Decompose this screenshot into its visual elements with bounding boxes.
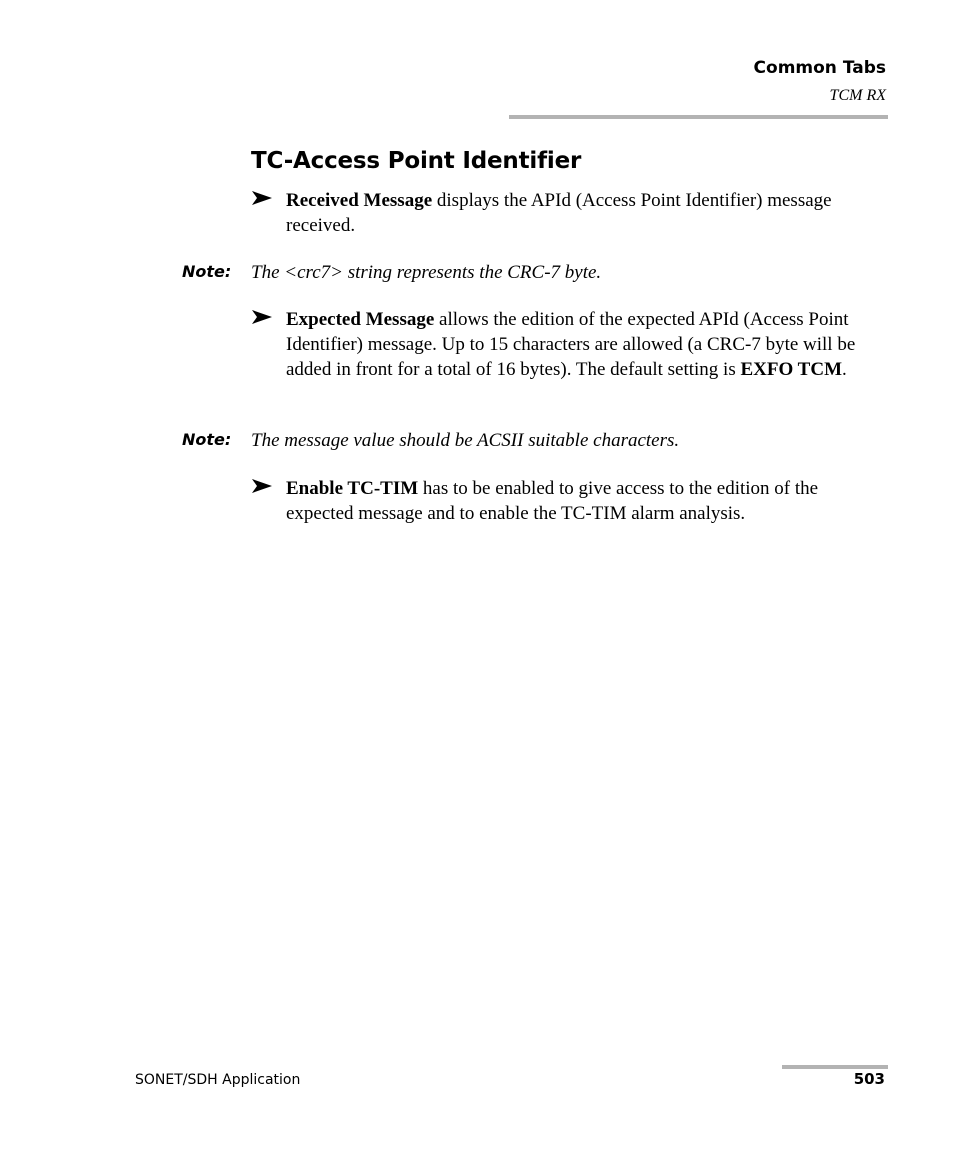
bullet-text	[286, 307, 888, 382]
bullet-text	[286, 476, 888, 526]
bullet-description: displays the APId (Access Point Identifier) message received.	[286, 190, 832, 236]
bullet-term: Expected Message	[286, 309, 435, 330]
note-crc7	[182, 260, 888, 285]
header-divider	[509, 115, 888, 119]
page-header	[754, 57, 886, 106]
note-ascii	[182, 428, 888, 453]
note-label: Note:	[182, 262, 232, 281]
note-text: The <crc7> string represents the CRC-7 byte.	[251, 262, 602, 283]
footer-document-title: SONET/SDH Application	[135, 1072, 301, 1088]
bullet-term: Enable TC-TIM	[286, 478, 419, 499]
header-subtitle: TCM RX	[829, 87, 886, 104]
bullet-end: .	[842, 359, 847, 380]
note-label: Note:	[182, 430, 232, 449]
bullet-expected-message	[251, 307, 888, 382]
page-number: 503	[853, 1070, 885, 1088]
section-heading: TC-Access Point Identifier	[251, 148, 582, 174]
arrow-bullet-icon	[251, 309, 273, 325]
bullet-enable-tc-tim	[251, 476, 888, 526]
bullet-received-message	[251, 188, 888, 238]
arrow-bullet-icon	[251, 478, 273, 494]
bullet-term: Received Message	[286, 190, 433, 211]
default-setting-value: EXFO TCM	[740, 359, 842, 380]
footer-divider	[782, 1065, 888, 1069]
note-text: The message value should be ACSII suitable characters.	[251, 430, 680, 451]
arrow-bullet-icon	[251, 190, 273, 206]
bullet-description: allows the edition of the expected APId (Access Point Identifier) message. Up to 15 characters are allowed (a CRC-7 byte will be added in front for a total of 16 bytes). The default setting is	[286, 309, 856, 380]
bullet-description: has to be enabled to give access to the edition of the expected message and to enable the TC-TIM alarm analysis.	[286, 478, 819, 524]
header-title: Common Tabs	[753, 58, 886, 78]
bullet-text	[286, 188, 888, 238]
